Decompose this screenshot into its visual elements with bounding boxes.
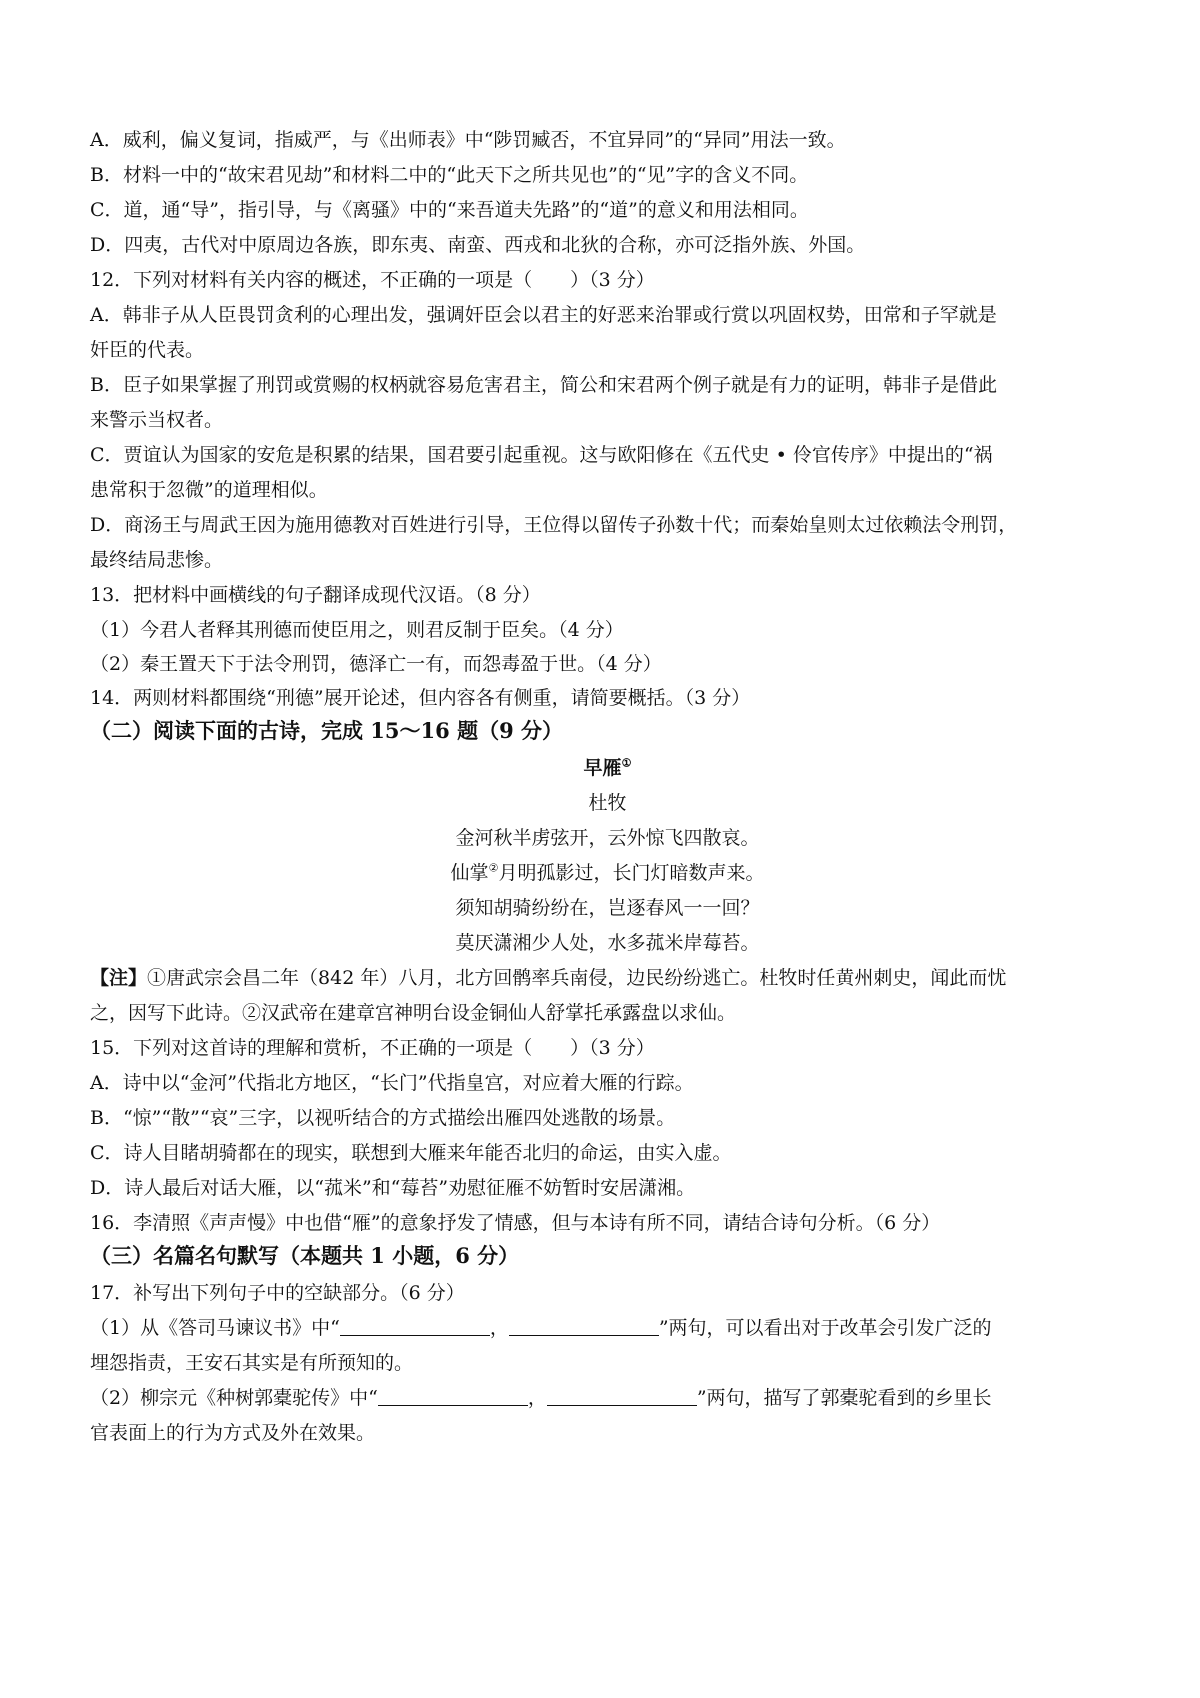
q11-option-d: D．四夷，古代对中原周边各族，即东夷、南蛮、西戎和北狄的合称，亦可泛指外族、外国。 [90, 234, 866, 256]
q15-option-c: C．诗人目睹胡骑都在的现实，联想到大雁来年能否北归的命运，由实入虚。 [90, 1142, 732, 1164]
q14-stem: 14．两则材料都围绕“刑德”展开论述，但内容各有侧重，请简要概括。（3 分） [90, 687, 751, 709]
poem-line-4: 莫厌潇湘少人处，水多菰米岸莓苔。 [455, 932, 760, 954]
q17-item-2-line-2: 官表面上的行为方式及外在效果。 [90, 1422, 376, 1444]
q12-option-d-line1: D．商汤王与周武王因为施用德教对百姓进行引导，王位得以留传子孙数十代；而秦始皇则太过依赖法令刑罚， [90, 514, 1018, 536]
poem-title-note-marker: ① [621, 756, 632, 770]
section-2-heading: （二）阅读下面的古诗，完成 15～16 题（9 分） [90, 718, 563, 743]
poem-note-line-2: 之，因写下此诗。②汉武帝在建章宫神明台设金铜仙人舒掌托承露盘以求仙。 [90, 1002, 737, 1024]
q17-item-2-mid: ， [527, 1387, 547, 1409]
q12-stem: 12．下列对材料有关内容的概述，不正确的一项是（ ）（3 分） [90, 269, 655, 291]
poem-line-2-post: 月明孤影过，长门灯暗数声来。 [498, 862, 765, 884]
poem-line-1: 金河秋半虏弦开，云外惊飞四散哀。 [455, 827, 760, 849]
q17-item-2-pre: （2）柳宗元《种树郭橐驼传》中“ [90, 1387, 378, 1409]
poem-line-3: 须知胡骑纷纷在，岂逐春风一一回？ [455, 897, 760, 919]
poem-title [90, 756, 1125, 780]
q17-item-2-blank-2[interactable] [547, 1387, 697, 1406]
q17-item-1-line-2: 埋怨指责，王安石其实是有所预知的。 [90, 1352, 414, 1374]
q12-option-a-line2: 奸臣的代表。 [90, 339, 205, 361]
poem-line-2 [90, 861, 1125, 885]
q12-option-b-line1: B．臣子如果掌握了刑罚或赏赐的权柄就容易危害君主，简公和宋君两个例子就是有力的证明，韩非子是借此 [90, 374, 997, 396]
q15-option-b: B．“惊”“散”“哀”三字，以视听结合的方式描绘出雁四处逃散的场景。 [90, 1107, 676, 1129]
poem-title-text: 早雁 [583, 757, 622, 779]
q15-stem: 15．下列对这首诗的理解和赏析，不正确的一项是（ ）（3 分） [90, 1037, 655, 1059]
q11-option-b: B．材料一中的“故宋君见劫”和材料二中的“此天下之所共见也”的“见”字的含义不同。 [90, 164, 809, 186]
poem-note-text-1: ①唐武宗会昌二年（842 年）八月，北方回鹘率兵南侵，边民纷纷逃亡。杜牧时任黄州刺史，闻此而忧 [147, 967, 1007, 989]
q17-item-2 [90, 1386, 992, 1410]
q17-item-1-mid: ， [489, 1317, 509, 1339]
q17-item-1-post: ”两句，可以看出对于改革会引发广泛的 [658, 1317, 992, 1339]
q17-item-2-post: ”两句，描写了郭橐驼看到的乡里长 [696, 1387, 992, 1409]
q16-stem: 16．李清照《声声慢》中也借“雁”的意象抒发了情感，但与本诗有所不同，请结合诗句分析。（6 分） [90, 1212, 941, 1234]
q13-item-2: （2）秦王置天下于法令刑罚，德泽亡一有，而怨毒盈于世。（4 分） [90, 653, 662, 675]
q13-item-1: （1）今君人者释其刑德而使臣用之，则君反制于臣矣。（4 分） [90, 619, 624, 641]
poem-note-label: 【注】 [90, 967, 148, 989]
q12-option-c-line1: C．贾谊认为国家的安危是积累的结果，国君要引起重视。这与欧阳修在《五代史 • 伶官传序》中提出的“祸 [90, 444, 993, 466]
q12-option-d-line2: 最终结局悲惨。 [90, 549, 224, 571]
q11-option-a: A．威利，偏义复词，指威严，与《出师表》中“陟罚臧否，不宜异同”的“异同”用法一致。 [90, 129, 846, 151]
q11-option-c: C．道，通“导”，指引导，与《离骚》中的“来吾道夫先路”的“道”的意义和用法相同。 [90, 199, 809, 221]
q17-stem: 17．补写出下列句子中的空缺部分。（6 分） [90, 1282, 465, 1304]
poem-line-2-note-marker: ② [488, 861, 499, 875]
q12-option-b-line2: 来警示当权者。 [90, 409, 224, 431]
poem-note-line-1 [90, 966, 1006, 990]
q17-item-2-blank-1[interactable] [378, 1387, 528, 1406]
q17-item-1 [90, 1316, 992, 1340]
poem-line-2-pre: 仙掌 [450, 862, 489, 884]
poem-author: 杜牧 [588, 792, 627, 814]
q12-option-a-line1: A．韩非子从人臣畏罚贪利的心理出发，强调奸臣会以君主的好恶来治罪或行赏以巩固权势，田常和子罕就是 [90, 304, 997, 326]
section-3-heading: （三）名篇名句默写（本题共 1 小题，6 分） [90, 1243, 520, 1268]
q12-option-c-line2: 患常积于忽微”的道理相似。 [90, 479, 328, 501]
q17-item-1-blank-1[interactable] [340, 1317, 490, 1336]
q15-option-d: D．诗人最后对话大雁，以“菰米”和“莓苔”劝慰征雁不妨暂时安居潇湘。 [90, 1177, 696, 1199]
q17-item-1-blank-2[interactable] [509, 1317, 659, 1336]
q17-item-1-pre: （1）从《答司马谏议书》中“ [90, 1317, 340, 1339]
q13-stem: 13．把材料中画横线的句子翻译成现代汉语。（8 分） [90, 584, 541, 606]
q15-option-a: A．诗中以“金河”代指北方地区，“长门”代指皇宫，对应着大雁的行踪。 [90, 1072, 694, 1094]
